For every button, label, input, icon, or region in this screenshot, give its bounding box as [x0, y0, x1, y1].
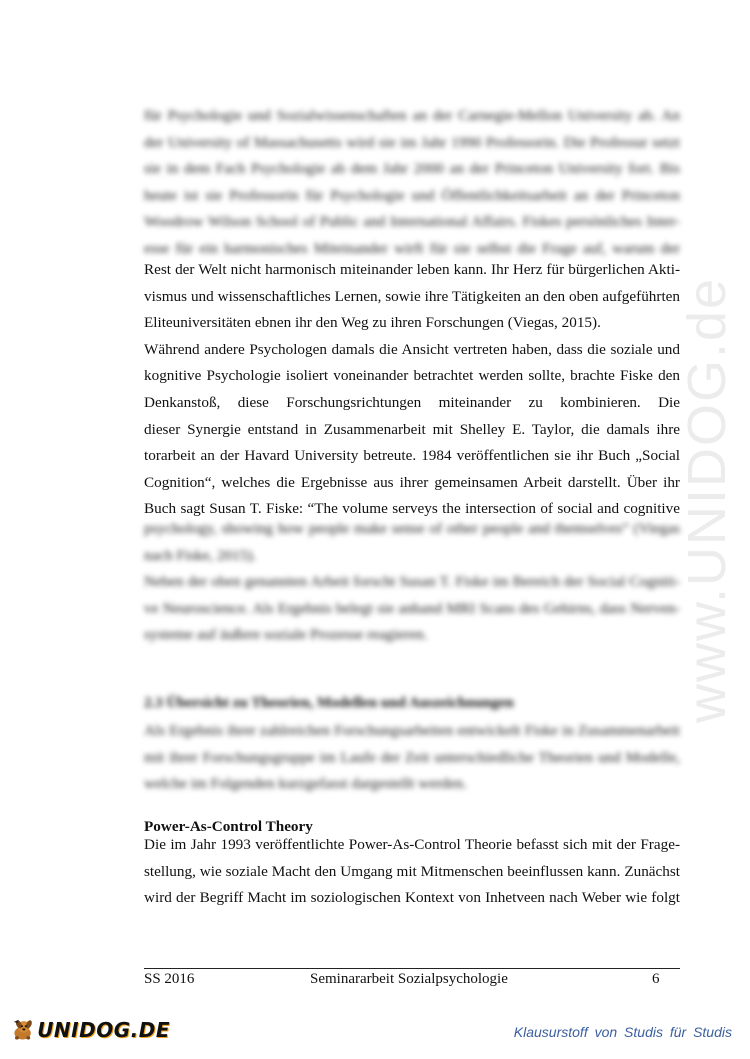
tagline: Klausurstoff von Studis für Studis	[513, 1024, 732, 1040]
watermark: www.UNIDOG.de	[677, 276, 737, 724]
text-line: sie in dem Fach Psychologie ab dem Jahr 2000 an der Princeton University fort. Bis	[144, 160, 680, 178]
subsection-title: Power-As-Control Theory	[144, 818, 313, 835]
text-line: esse für ein harmonisches Miteinander wirft für sie selbst die Frage auf, warum der	[144, 239, 680, 257]
text-line: kognitive Psychologie isoliert voneinander betrachtet werden sollte, brachte Fiske den	[144, 367, 680, 385]
readable-paragraph	[144, 257, 680, 523]
text-line: Neben der oben genannten Arbeit forscht Susan T. Fiske im Bereich der Social Cogniti-	[144, 573, 680, 591]
text-line: Woodrow Wilson School of Public and International Affairs. Fiskes persönliches Inter-	[144, 213, 680, 231]
text-line: für Psychologie und Sozialwissenschaften an der Carnegie-Mellon University ab. An	[144, 107, 680, 124]
text-line: mit ihrer Forschungsgruppe im Laufe der Zeit unterschiedliche Theorien und Modelle,	[144, 748, 680, 766]
text-line: welche im Folgenden kurzgefasst dargestellt werden.	[144, 775, 467, 793]
footer-title: Seminararbeit Sozialpsychologie	[310, 971, 508, 987]
text-line: Rest der Welt nicht harmonisch miteinander leben kann. Ihr Herz für bürgerlichen Akti-	[144, 261, 680, 278]
blurred-section-paragraph	[144, 718, 680, 798]
blurred-paragraph-top	[144, 103, 680, 263]
section-heading: 2.3 Übersicht zu Theorien, Modellen und Auszeichnungen	[144, 695, 514, 711]
text-line: der University of Massachusetts wird sie im Jahr 1990 Professorin. Die Professur setzt	[144, 133, 680, 151]
logo-text: UNIDOG.DE	[37, 1018, 170, 1042]
page-number: 6	[652, 971, 660, 987]
text-line: Buch sagt Susan T. Fiske: “The volume serveys the intersection of social and cognitive	[144, 500, 680, 518]
text-line: Die im Jahr 1993 veröffentlichte Power-As-Control Theorie befasst sich mit der Frage-	[144, 836, 680, 853]
text-line: dieser Synergie entstand in Zusammenarbeit mit Shelley E. Taylor, die damals ihre	[144, 420, 680, 438]
unidog-logo[interactable]	[10, 1012, 170, 1048]
text-line: Als Ergebnis ihrer zahlreichen Forschungsarbeiten entwickelt Fiske in Zusammenarbeit	[144, 722, 680, 739]
text-line: psychology, showing how people make sense of other people and themselves” (Viegas	[144, 520, 680, 537]
footer-semester: SS 2016	[144, 971, 195, 987]
text-line: Denkanstoß, diese Forschungsrichtungen miteinander zu kombinieren. Die	[144, 393, 680, 411]
text-line: Cognition“, welches die Ergebnisse aus ihrer gemeinsamen Arbeit darstellt. Über ihr	[144, 473, 680, 491]
text-line: Während andere Psychologen damals die Ansicht vertreten haben, dass die soziale und	[144, 340, 680, 358]
text-line: nach Fiske, 2015).	[144, 546, 257, 564]
text-line: wird der Begriff Macht im soziologischen Kontext von Inhetveen nach Weber wie folgt	[144, 889, 680, 907]
text-line: vismus und wissenschaftliches Lernen, sowie ihre Tätigkeiten an den oben aufgeführten	[144, 287, 680, 305]
text-line: stellung, wie soziale Macht den Umgang mit Mitmenschen beeinflussen kann. Zunächst	[144, 862, 680, 880]
blurred-paragraph-middle	[144, 516, 680, 649]
text-line: ve Neuroscience. Als Ergebnis belegt sie anhand MRI Scans des Gehirns, dass Nerven-	[144, 599, 680, 617]
text-line: Eliteuniversitäten ebnen ihr den Weg zu ihren Forschungen (Viegas, 2015).	[144, 314, 601, 332]
theory-paragraph	[144, 832, 680, 912]
dog-icon	[10, 1013, 35, 1047]
text-line: torarbeit an der Havard University betreute. 1984 veröffentlichen sie ihr Buch „Social	[144, 447, 680, 465]
text-line: systeme auf äußere soziale Prozesse reagieren.	[144, 626, 428, 644]
text-line: heute ist sie Professorin für Psychologie und Öffentlichkeitsarbeit an der Princeton	[144, 186, 680, 204]
footer-divider	[144, 968, 680, 969]
